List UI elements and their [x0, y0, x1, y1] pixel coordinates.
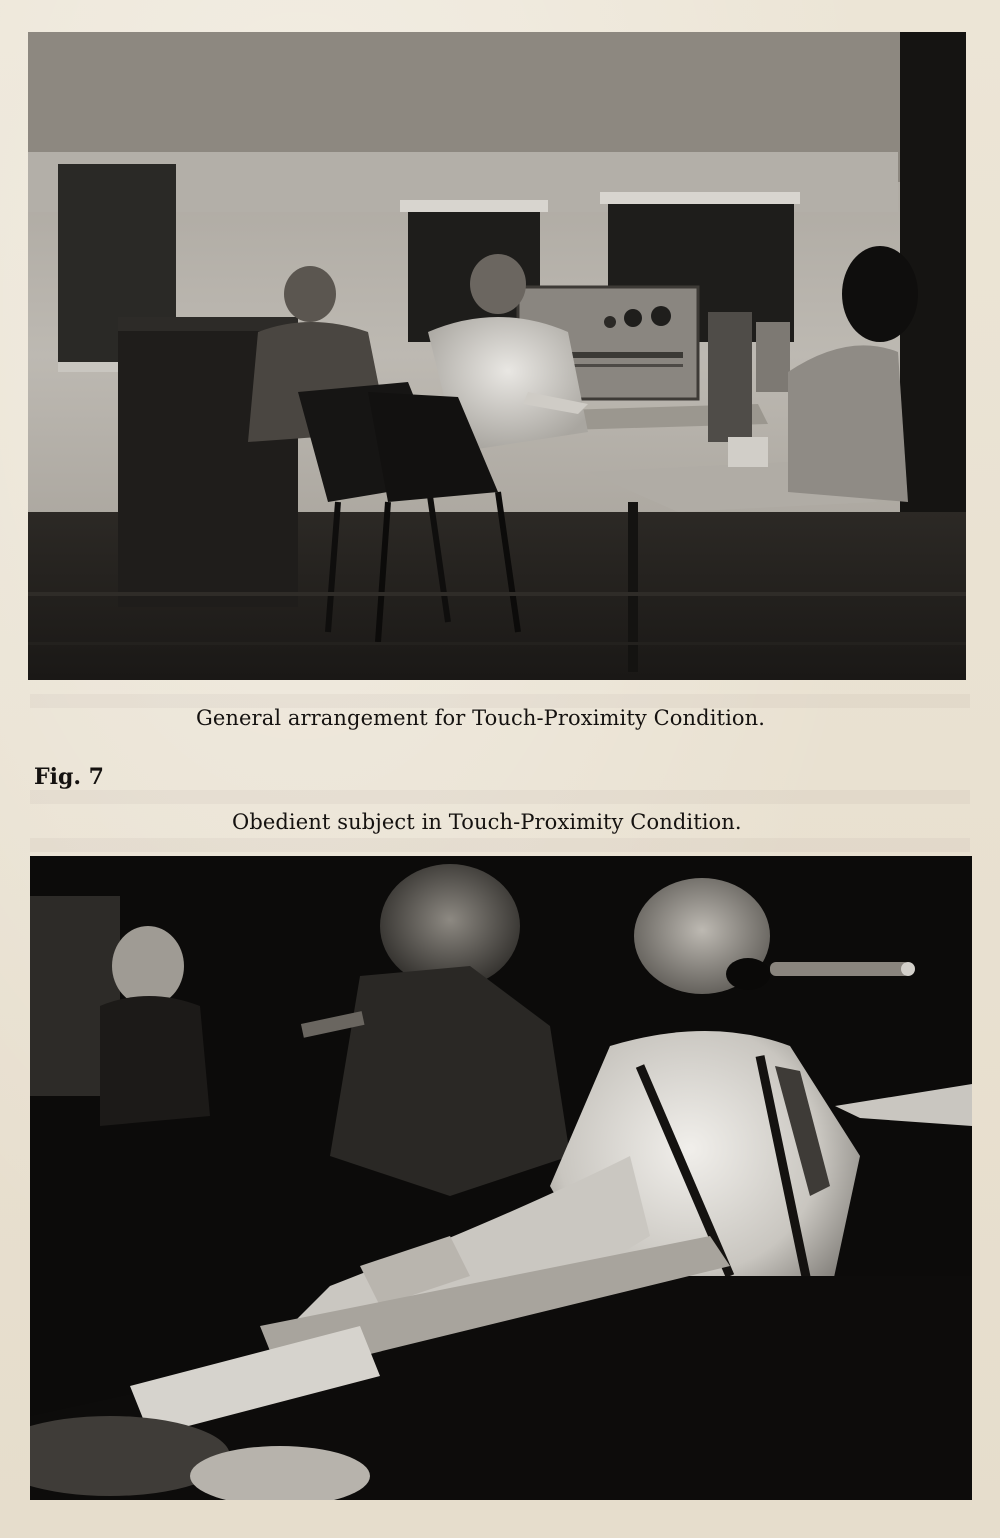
bottom-photo-caption: Obedient subject in Touch-Proximity Condition. [232, 810, 742, 834]
photo-general-arrangement-image [28, 32, 966, 680]
photo-obedient-subject-image [30, 856, 972, 1500]
bleed-through [30, 790, 970, 804]
bleed-through [30, 838, 970, 852]
photo-obedient-subject [30, 856, 972, 1500]
top-photo-caption: General arrangement for Touch-Proximity Condition. [196, 706, 766, 730]
photo-general-arrangement [28, 32, 966, 680]
figure-label: Fig. 7 [34, 764, 104, 790]
